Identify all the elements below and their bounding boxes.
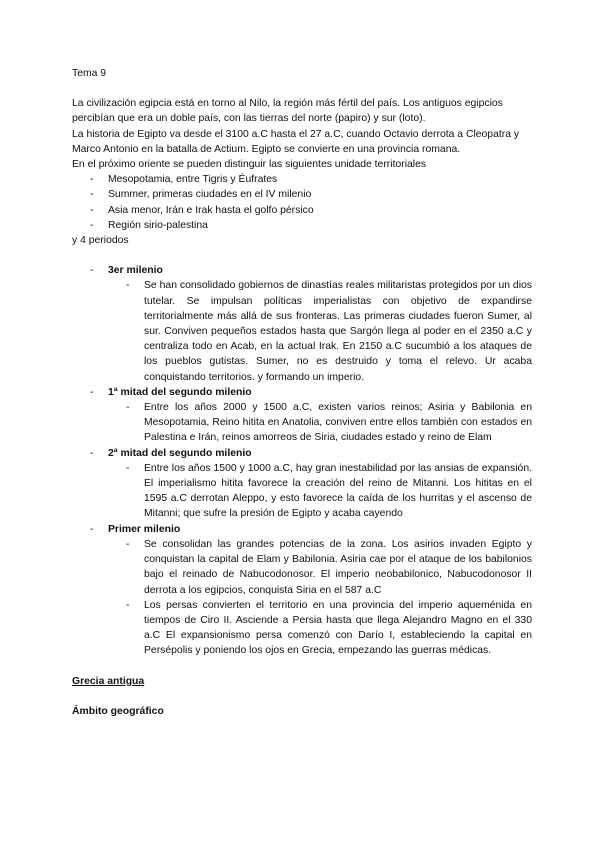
- period-item: [72, 522, 532, 659]
- list-item: - Los persas convierten el territorio en una provincia del imperio aqueménida en tiempos de Ciro II. Asciende a Persia hasta que llega Alejandro Magno en el 330 a.C El expansionismo persa comenzó con Darío I, estableciendo la capital en Persépolis y poniendo los ojos en Grecia, empezando las guerras médicas.: [108, 598, 532, 659]
- list-item: - Entre los años 2000 y 1500 a.C, existen varios reinos; Asiria y Babilonia en Mesopotamia, Reino hitita en Anatolia, conviven entre ellos también con estados en Palestina e Irán, reinos amorreos de Siria, ciudades estado y reino de Elam: [108, 400, 532, 446]
- list-item: - Se consolidan las grandes potencias de la zona. Los asirios invaden Egipto y conquistan la capital de Elam y Babilonia. Asiria cae por el ataque de los babilonios bajo el reinado de Nabucodonosor. El imperio neobabilonico, Nabucodonosor II derrota a los egipcios, conquista Siria en el 587 a.C: [108, 537, 532, 598]
- period-item: [72, 385, 532, 446]
- territories-list: [72, 172, 532, 233]
- intro-paragraph-2: La historia de Egipto va desde el 3100 a.C hasta el 27 a.C, cuando Octavio derrota a Cleopatra y Marco Antonio en la batalla de Actium. Egipto se convierte en una provincia romana.: [72, 128, 520, 155]
- period-item: [72, 446, 532, 522]
- periods-list: [72, 263, 532, 658]
- list-item: - Asia menor, Irán e Irak hasta el golfo pérsico: [72, 203, 532, 218]
- subsection-heading: Ámbito geográfico: [72, 705, 164, 717]
- period-title: 1ª mitad del segundo milenio: [108, 386, 252, 398]
- document-page: [72, 66, 532, 719]
- section-heading: Grecia antigua: [72, 675, 145, 687]
- period-item: [72, 263, 532, 385]
- periods-label: y 4 periodos: [72, 235, 129, 247]
- list-item: - Entre los años 1500 y 1000 a.C, hay gran inestabilidad por las ansias de expansión. El imperialismo hitita favorece la creación del reino de Mitanni. Los hititas en el 1595 a.C derrotan Aleppo, y esto favorece la caída de los hurritas y el ascenso de Mitanni; que sufre la presión de Egipto y acaba cayendo: [108, 461, 532, 522]
- period-title: 2ª mitad del segundo milenio: [108, 447, 252, 459]
- period-details: [108, 537, 532, 659]
- period-details: [108, 278, 532, 384]
- period-details: [108, 461, 532, 522]
- list-item: - Summer, primeras ciudades en el IV milenio: [72, 187, 532, 202]
- period-details: [108, 400, 532, 446]
- intro-paragraph-1: La civilización egipcia está en torno al Nilo, la región más fértil del país. Los antiguos egipcios percibían que era un doble país, con las tierras del norte (papiro) y sur (loto).: [72, 98, 503, 125]
- list-item: - Región sirio-palestina: [72, 218, 532, 233]
- period-title: Primer milenio: [108, 523, 181, 535]
- list-item: - Se han consolidado gobiernos de dinastías reales militaristas protegidos por un dios tutelar. Se impulsan políticas imperialistas con objetivo de expandirse territorialmente más allá de sus fronteras. Las primeras ciudades fueron Sumer, al sur. Conviven pequeños estados hasta que Sargón llega al poder en el 2350 a.C y centraliza todo en Acab, en la actual Irak. En 2150 a.C sucumbió a los ataques de los pueblos gutistas. Sumer, no es destruido y toma el relevo. Ur acaba conquistando territorios. y formando un imperio.: [108, 278, 532, 384]
- list-item: - Mesopotamia, entre Tigris y Éufrates: [72, 172, 532, 187]
- page-title: Tema 9: [72, 68, 107, 79]
- period-title: 3er milenio: [108, 265, 163, 277]
- intro-paragraph-3: En el próximo oriente se pueden distinguir las siguientes unidade territoriales: [72, 159, 427, 171]
